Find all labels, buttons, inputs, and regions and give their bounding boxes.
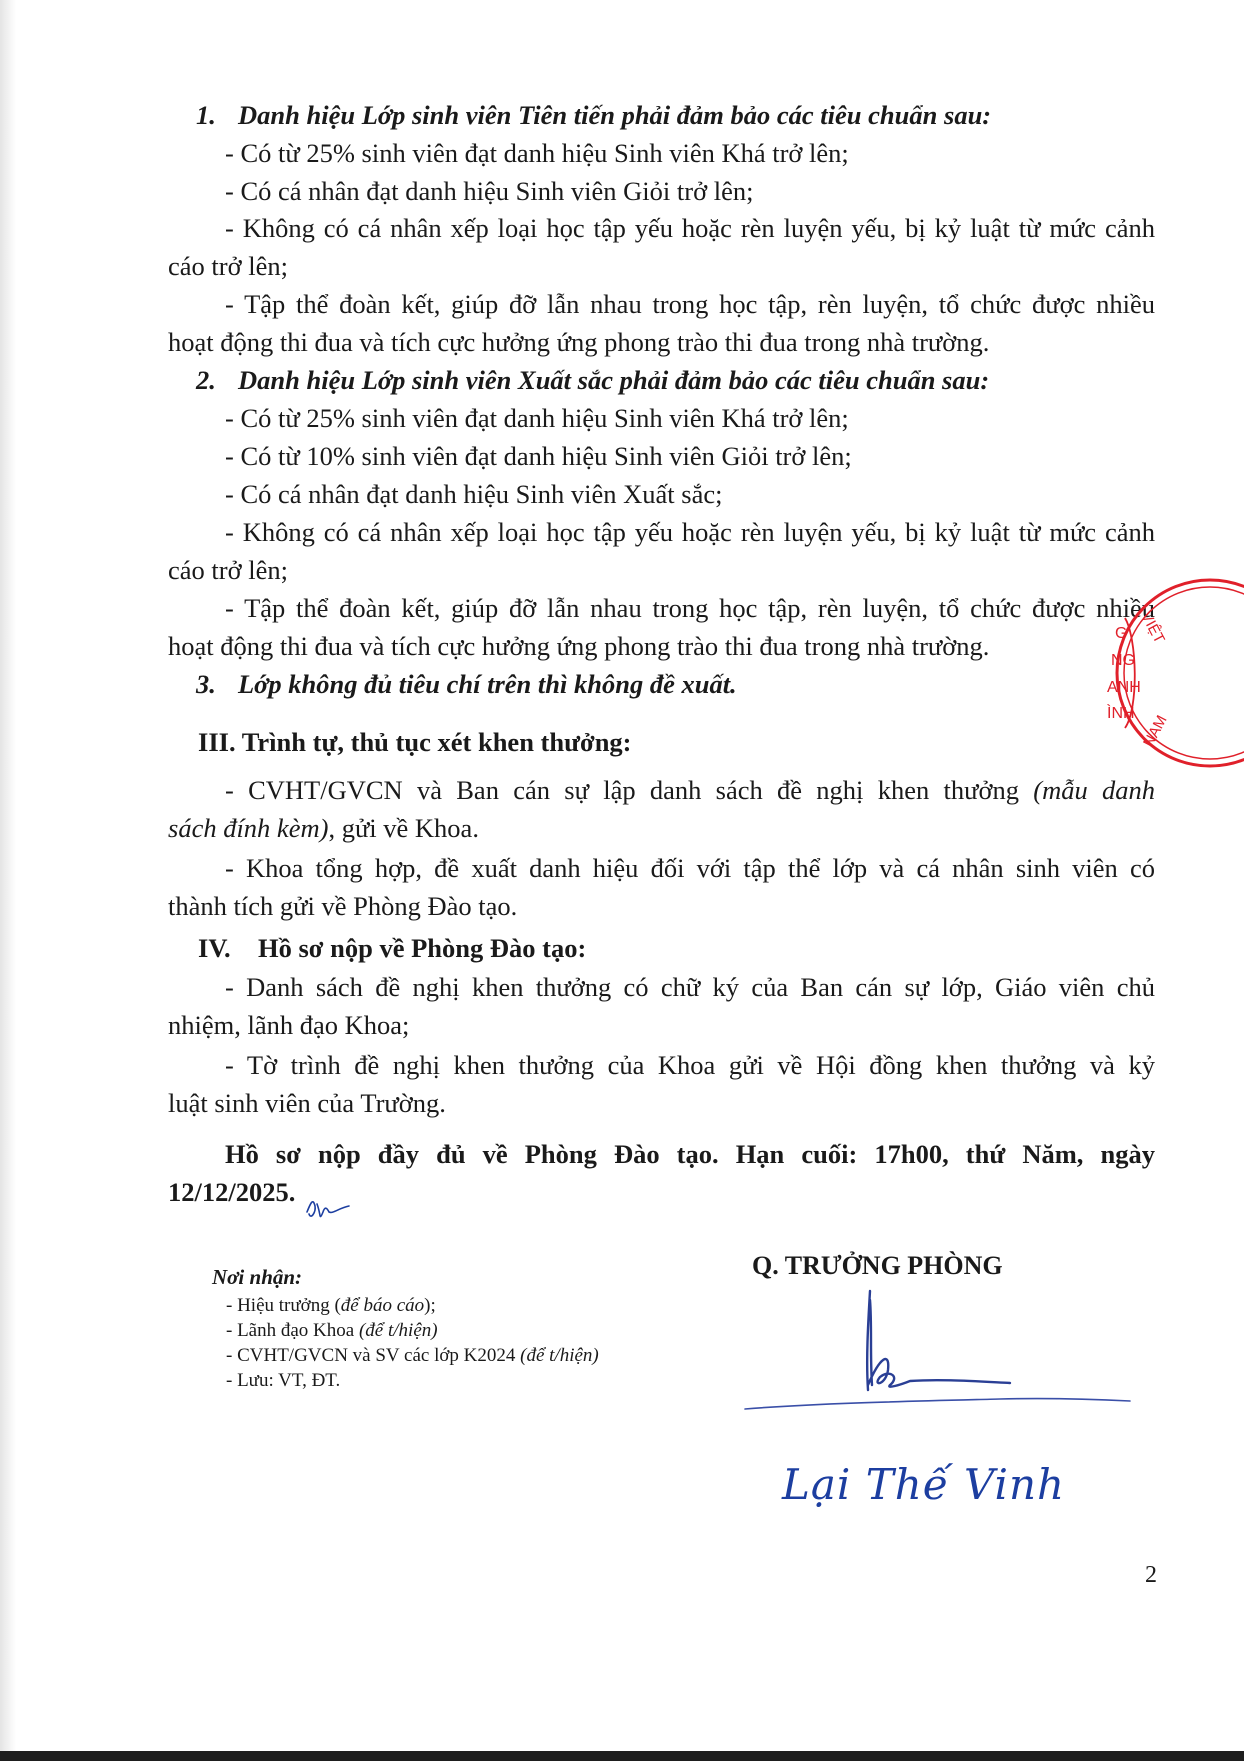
section-iii-p1-text: - CVHT/GVCN và Ban cán sự lập danh sách đề nghị khen thưởng xyxy=(225,775,1034,805)
deadline-line-2: 12/12/2025. xyxy=(168,1177,296,1207)
recipient-1-a: - Hiệu trưởng ( xyxy=(226,1295,341,1316)
section-iii-p1-line-2-italic: sách đính kèm) xyxy=(168,813,329,843)
scan-edge-shadow xyxy=(0,0,16,1761)
recipient-1 xyxy=(226,1293,436,1318)
section-2-item-4-line-2: cáo trở lên; xyxy=(168,555,288,585)
section-iii-p1-line-1 xyxy=(225,771,1155,809)
recipient-2-a: - Lãnh đạo Khoa xyxy=(226,1320,359,1341)
section-iii-p1-italic: (mẫu danh xyxy=(1033,775,1155,805)
section-iv-p1-line-2: nhiệm, lãnh đạo Khoa; xyxy=(168,1010,410,1040)
section-2-item-2: - Có từ 10% sinh viên đạt danh hiệu Sinh viên Giỏi trở lên; xyxy=(225,441,852,471)
section-iv-p2-line-2: luật sinh viên của Trường. xyxy=(168,1088,446,1118)
section-1-item-4-line-2: hoạt động thi đua và tích cực hưởng ứng phong trào thi đua trong nhà trường. xyxy=(168,327,990,357)
section-1-item-3-line-1: - Không có cá nhân xếp loại học tập yếu hoặc rèn luyện yếu, bị kỷ luật từ mức cảnh xyxy=(225,213,1155,243)
recipient-2 xyxy=(226,1318,438,1343)
section-3-title-text: Lớp không đủ tiêu chí trên thì không đề xuất. xyxy=(238,669,737,699)
stamp-letter-4: ÌNH xyxy=(1107,705,1135,722)
section-iii-p2-line-2: thành tích gửi về Phòng Đào tạo. xyxy=(168,891,518,921)
stamp-letter-1: G xyxy=(1115,625,1128,642)
section-iv-heading-text: Hồ sơ nộp về Phòng Đào tạo: xyxy=(258,933,587,963)
section-1-number: 1. xyxy=(196,100,216,130)
section-iii-p1-line-2-text: , gửi về Khoa. xyxy=(328,813,479,843)
section-1-item-4-line-1: - Tập thể đoàn kết, giúp đỡ lẫn nhau trong học tập, rèn luyện, tổ chức được nhiều xyxy=(225,289,1155,319)
section-2-item-5-line-1: - Tập thể đoàn kết, giúp đỡ lẫn nhau trong học tập, rèn luyện, tổ chức được nhiều xyxy=(225,593,1155,623)
recipients-title: Nơi nhận: xyxy=(212,1265,303,1289)
initial-mark xyxy=(303,1192,353,1226)
recipient-1-b: để báo cáo xyxy=(340,1295,425,1316)
section-iii-p2-line-1: - Khoa tổng hợp, đề xuất danh hiệu đối với tập thể lớp và cá nhân sinh viên có xyxy=(225,853,1155,883)
page-number: 2 xyxy=(1145,1562,1157,1588)
recipient-3 xyxy=(226,1343,599,1368)
section-2-item-5-line-2: hoạt động thi đua và tích cực hưởng ứng phong trào thi đua trong nhà trường. xyxy=(168,631,990,661)
recipient-4: - Lưu: VT, ĐT. xyxy=(226,1370,341,1391)
stamp-letter-3: ANH xyxy=(1107,679,1141,696)
recipient-1-c: ); xyxy=(424,1295,436,1316)
section-2-item-4-line-1: - Không có cá nhân xếp loại học tập yếu hoặc rèn luyện yếu, bị kỷ luật từ mức cảnh xyxy=(225,517,1155,547)
section-2-item-1: - Có từ 25% sinh viên đạt danh hiệu Sinh viên Khá trở lên; xyxy=(225,403,849,433)
section-1-title-text: Danh hiệu Lớp sinh viên Tiên tiến phải đảm bảo các tiêu chuẩn sau: xyxy=(238,100,992,130)
section-1-title xyxy=(196,96,991,134)
section-iv-p2-line-1: - Tờ trình đề nghị khen thưởng của Khoa gửi về Hội đồng khen thưởng và kỷ xyxy=(225,1050,1155,1080)
section-2-item-3: - Có cá nhân đạt danh hiệu Sinh viên Xuất sắc; xyxy=(225,479,723,509)
recipient-2-b: (để t/hiện) xyxy=(358,1320,438,1341)
section-1-item-1: - Có từ 25% sinh viên đạt danh hiệu Sinh viên Khá trở lên; xyxy=(225,138,849,168)
scan-bottom-edge xyxy=(0,1751,1244,1761)
section-3-number: 3. xyxy=(196,669,216,699)
section-iv-heading xyxy=(198,929,586,967)
signer-title: Q. TRƯỞNG PHÒNG xyxy=(752,1251,1003,1280)
section-3-title xyxy=(196,665,737,703)
official-stamp xyxy=(1085,578,1244,768)
section-2-title-text: Danh hiệu Lớp sinh viên Xuất sắc phải đảm bảo các tiêu chuẩn sau: xyxy=(238,365,990,395)
recipient-3-a: - CVHT/GVCN và SV các lớp K2024 xyxy=(226,1345,521,1366)
section-1-item-3-line-2: cáo trở lên; xyxy=(168,251,288,281)
section-iv-number: IV. xyxy=(198,933,231,963)
signature xyxy=(740,1285,1140,1435)
signer-name: Lại Thế Vinh xyxy=(782,1460,1066,1509)
stamp-letter-2: NG xyxy=(1111,652,1135,669)
stamp-letter-6: NAM xyxy=(1140,712,1171,750)
stamp-letter-5: VIỆT xyxy=(1137,608,1168,647)
section-iv-p1-line-1: - Danh sách đề nghị khen thưởng có chữ ký của Ban cán sự lớp, Giáo viên chủ xyxy=(225,972,1155,1002)
section-2-title xyxy=(196,361,989,399)
section-1-item-2: - Có cá nhân đạt danh hiệu Sinh viên Giỏi trở lên; xyxy=(225,176,754,206)
section-2-number: 2. xyxy=(196,365,216,395)
deadline-line-1: Hồ sơ nộp đầy đủ về Phòng Đào tạo. Hạn cuối: 17h00, thứ Năm, ngày xyxy=(225,1139,1155,1169)
section-iii-p1-line-2 xyxy=(168,809,479,847)
recipient-3-b: (để t/hiện) xyxy=(520,1345,599,1366)
section-iii-heading: III. Trình tự, thủ tục xét khen thưởng: xyxy=(198,727,632,757)
